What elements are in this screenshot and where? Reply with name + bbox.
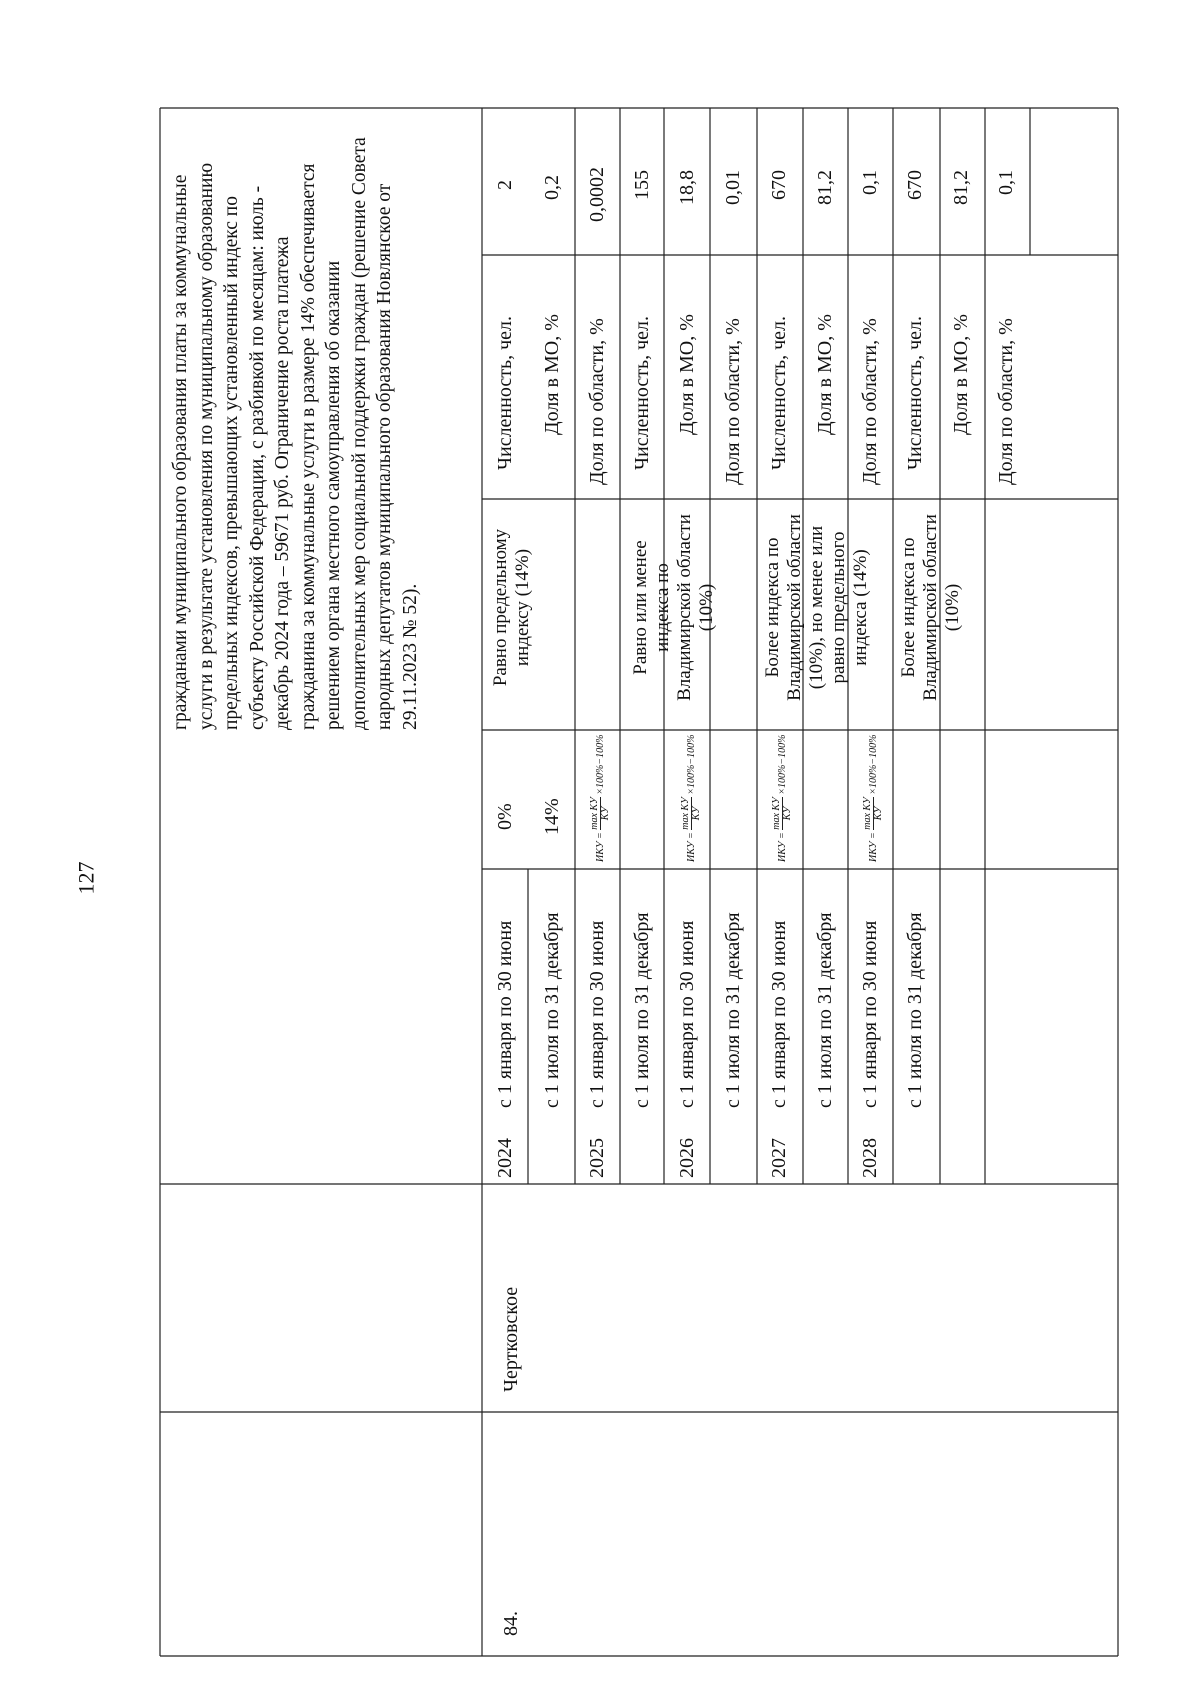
metric-value: 81,2 [814, 170, 836, 205]
formula: ИКУ = max KУ KУ ×100%−100% [771, 734, 793, 862]
period-row: с 1 июля по 31 декабря [631, 912, 653, 1108]
period-row: с 1 июля по 31 декабря [814, 912, 836, 1108]
metric-label: Доля в МО, % [950, 314, 972, 435]
metric-label: Численность, чел. [768, 316, 790, 470]
page-number: 127 [73, 861, 99, 895]
notes-paragraph: гражданами муниципального образования платы за коммунальные услуги в результате установления по муниципальному образованию предельных индексов, превышающих установленный индекс по субъекту Российской Федерации, с разбивкой по месяцам: июль - декабрь 2024 года – 59671 руб. Ограничение роста платежа гражданина за коммунальные услуги в размере 14% обеспечивается решением органа местного самоуправления об оказании дополнительных мер социальной поддержки граждан (решение Совета народных депутатов муниципального образования Новлянское от 29.11.2023 № 52). [170, 137, 421, 730]
metric-label: Численность, чел. [631, 316, 653, 470]
period-row: с 1 января по 30 июня [676, 920, 698, 1108]
condition-text: Более индекса по Владимирской области (10%) [898, 514, 963, 701]
period-row: с 1 января по 30 июня [586, 920, 608, 1108]
metric-label: Численность, чел. [904, 316, 926, 470]
index-value: 14% [541, 798, 563, 835]
year-2024: 2024 [494, 1138, 516, 1178]
condition-text: Более индекса по Владимирской области (10%), но менее или равно предельного индекса (14%) [762, 514, 871, 701]
period-row: с 1 июля по 31 декабря [541, 912, 563, 1108]
metric-value: 670 [768, 170, 790, 200]
row-number: 84. [500, 1611, 522, 1636]
municipality-name: Чертковское [500, 1286, 522, 1392]
metric-value: 0,0002 [586, 167, 608, 222]
formula: ИКУ = max KУ KУ ×100%−100% [589, 734, 611, 862]
metric-label: Доля в МО, % [814, 314, 836, 435]
metric-label: Доля по области, % [586, 318, 608, 485]
metric-label: Доля по области, % [995, 318, 1017, 485]
metric-value: 2 [494, 180, 516, 190]
year-2028: 2028 [859, 1138, 881, 1178]
period-row: с 1 июля по 31 декабря [722, 912, 744, 1108]
metric-value: 670 [904, 170, 926, 200]
condition-text: Равно или менее индекса по Владимирской области (10%) [630, 514, 717, 701]
metric-label: Доля в МО, % [676, 314, 698, 435]
period-row: с 1 января по 30 июня [494, 920, 516, 1108]
metric-value: 0,1 [859, 170, 881, 195]
metric-label: Доля по области, % [722, 318, 744, 485]
formula: ИКУ = max KУ KУ ×100%−100% [862, 734, 884, 862]
year-2025: 2025 [586, 1138, 608, 1178]
year-2026: 2026 [676, 1138, 698, 1178]
index-value: 0% [494, 803, 516, 830]
period-row: с 1 января по 30 июня [768, 920, 790, 1108]
condition-text: Равно предельному индексу (14%) [490, 528, 533, 687]
formula: ИКУ = max KУ KУ ×100%−100% [680, 734, 702, 862]
period-row: с 1 июля по 31 декабря [904, 912, 926, 1108]
metric-value: 81,2 [950, 170, 972, 205]
metric-value: 0,01 [722, 170, 744, 205]
metric-label: Доля по области, % [859, 318, 881, 485]
year-2027: 2027 [768, 1138, 790, 1178]
metric-value: 155 [631, 170, 653, 200]
metric-value: 0,2 [541, 175, 563, 200]
period-row: с 1 января по 30 июня [859, 920, 881, 1108]
metric-label: Доля в МО, % [541, 314, 563, 435]
metric-value: 0,1 [995, 170, 1017, 195]
metric-value: 18,8 [676, 170, 698, 205]
metric-label: Численность, чел. [494, 316, 516, 470]
